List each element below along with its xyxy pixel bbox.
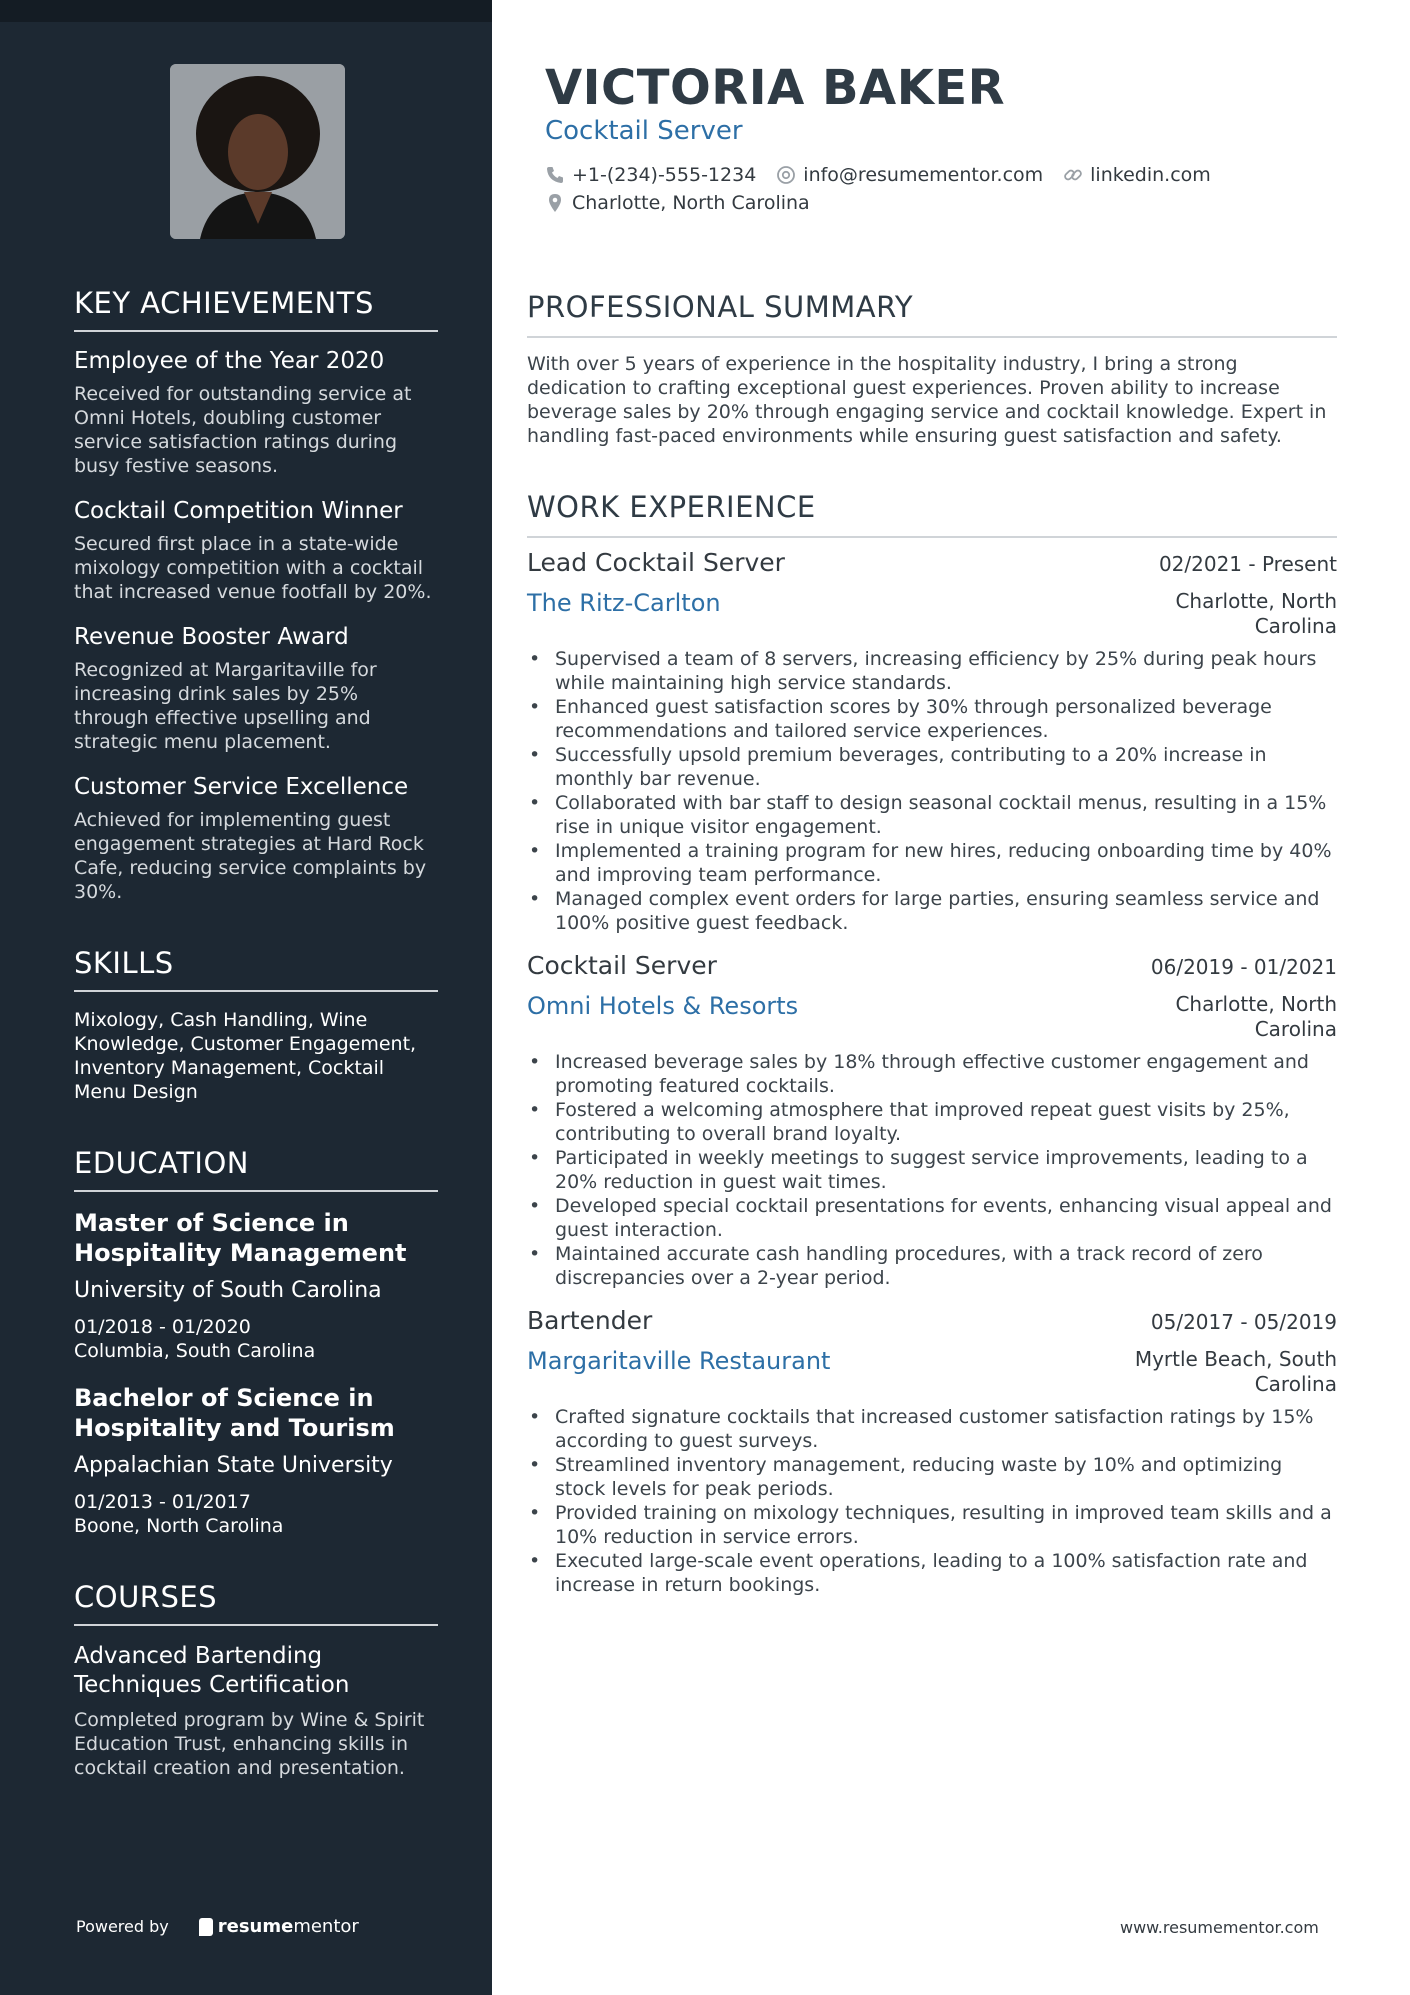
summary-text: With over 5 years of experience in the hospitality industry, I bring a strong dedication to crafting exceptional guest experiences. Proven ability to increase beverage sales by 20% through engaging service and cocktail knowledge. Expert in handling fast-paced environments while ensuring guest satisfaction and safety.: [527, 353, 1327, 447]
education-degree: Master of Science in Hospitality Management: [74, 1209, 407, 1267]
job-entry: [527, 548, 1337, 935]
job-bullet: • Successfully upsold premium beverages, contributing to a 20% increase in monthly bar revenue.: [527, 743, 1337, 791]
skills-section: [74, 946, 438, 1104]
achievement-item: [74, 774, 438, 904]
job-bullet: • Crafted signature cocktails that increased customer satisfaction ratings by 15% according to guest surveys.: [527, 1405, 1337, 1453]
achievement-title: Employee of the Year 2020: [74, 348, 385, 374]
job-title: Bartender: [527, 1306, 653, 1335]
sidebar-content: [74, 286, 438, 1822]
job-bullet: • Participated in weekly meetings to suggest service improvements, leading to a 20% reduction in guest wait times.: [527, 1146, 1337, 1194]
main-content: [527, 290, 1337, 1613]
job-bullet: • Supervised a team of 8 servers, increasing efficiency by 25% during peak hours while maintaining high service standards.: [527, 647, 1337, 695]
job-bullet: • Provided training on mixology techniques, resulting in improved team skills and a 10% reduction in service errors.: [527, 1501, 1337, 1549]
contact-email[interactable]: [776, 164, 1043, 186]
job-header: [527, 548, 1337, 577]
job-location: Myrtle Beach, South Carolina: [1134, 1347, 1337, 1396]
candidate-role: Cocktail Server: [545, 116, 743, 146]
location-text: Charlotte, North Carolina: [572, 192, 810, 214]
job-bullet: • Managed complex event orders for large parties, ensuring seamless service and 100% positive guest feedback.: [527, 887, 1337, 935]
job-bullet: • Fostered a welcoming atmosphere that improved repeat guest visits by 25%, contributing to overall brand loyalty.: [527, 1098, 1337, 1146]
footer-website[interactable]: www.resumementor.com: [1120, 1918, 1319, 1937]
job-title: Cocktail Server: [527, 951, 717, 980]
job-dates: 05/2017 - 05/2019: [1150, 1310, 1337, 1334]
job-bullet: • Developed special cocktail presentations for events, enhancing visual appeal and guest interaction.: [527, 1194, 1337, 1242]
email-text: info@resumementor.com: [803, 164, 1044, 186]
resumementor-logo[interactable]: [199, 1916, 359, 1937]
job-subheader: [527, 980, 1337, 1042]
profile-photo: [170, 64, 345, 239]
education-item: [74, 1208, 438, 1363]
achievement-desc: Achieved for implementing guest engagement strategies at Hard Rock Cafe, reducing service complaints by 30%.: [74, 809, 427, 903]
phone-icon: [545, 165, 565, 185]
contact-location: [545, 192, 810, 214]
powered-by: [76, 1916, 359, 1937]
sidebar-top-band: [0, 0, 492, 22]
job-bullet: • Enhanced guest satisfaction scores by 30% through personalized beverage recommendations and tailored service experiences.: [527, 695, 1337, 743]
achievement-desc: Received for outstanding service at Omni Hotels, doubling customer service satisfaction ratings during busy festive seasons.: [74, 383, 412, 477]
job-bullet: • Collaborated with bar staff to design seasonal cocktail menus, resulting in a 15% rise in unique visitor engagement.: [527, 791, 1337, 839]
at-icon: [776, 165, 796, 185]
job-header: [527, 951, 1337, 980]
skills-heading: SKILLS: [74, 946, 438, 992]
education-dates: 01/2013 - 01/2017: [74, 1491, 251, 1513]
education-item: [74, 1383, 438, 1538]
job-bullet: • Maintained accurate cash handling procedures, with a track record of zero discrepancies over a 2-year period.: [527, 1242, 1337, 1290]
job-bullet: • Increased beverage sales by 18% through effective customer engagement and promoting featured cocktails.: [527, 1050, 1337, 1098]
achievement-title: Revenue Booster Award: [74, 624, 349, 650]
link-icon: [1063, 165, 1083, 185]
achievement-item: [74, 498, 438, 604]
skills-list: Mixology, Cash Handling, Wine Knowledge, Customer Engagement, Inventory Management, Cocktail Menu Design: [74, 1009, 417, 1103]
summary-heading: PROFESSIONAL SUMMARY: [527, 290, 1337, 338]
candidate-name: VICTORIA BAKER: [545, 60, 1006, 116]
job-bullets: [527, 1050, 1337, 1290]
contact-row-location: [545, 192, 830, 214]
job-location: Charlotte, North Carolina: [1175, 589, 1337, 638]
education-school: University of South Carolina: [74, 1278, 382, 1303]
job-bullet: • Streamlined inventory management, reducing waste by 10% and optimizing stock levels for peak periods.: [527, 1453, 1337, 1501]
job-bullet: • Executed large-scale event operations, leading to a 100% satisfaction rate and increase in return bookings.: [527, 1549, 1337, 1597]
logo-mark-icon: [199, 1918, 213, 1936]
achievement-title: Cocktail Competition Winner: [74, 498, 403, 524]
achievements-heading: KEY ACHIEVEMENTS: [74, 286, 438, 332]
contact-row: [545, 164, 1231, 186]
logo-text-light: mentor: [293, 1916, 359, 1937]
education-dates: 01/2018 - 01/2020: [74, 1316, 251, 1338]
job-entry: [527, 951, 1337, 1290]
job-entry: [527, 1306, 1337, 1597]
achievement-item: [74, 348, 438, 478]
education-heading: EDUCATION: [74, 1146, 438, 1192]
logo-text-bold: resume: [217, 1916, 294, 1937]
job-dates: 06/2019 - 01/2021: [1150, 955, 1337, 979]
linkedin-text: linkedin.com: [1090, 164, 1211, 186]
courses-section: [74, 1580, 438, 1780]
powered-by-label: Powered by: [76, 1917, 169, 1936]
contact-phone: [545, 164, 756, 186]
sidebar: [0, 0, 492, 1995]
experience-section: [527, 490, 1337, 1597]
contact-linkedin[interactable]: [1063, 164, 1211, 186]
summary-section: [527, 290, 1337, 448]
education-location: Boone, North Carolina: [74, 1515, 284, 1537]
job-company: Margaritaville Restaurant: [527, 1347, 831, 1375]
education-location: Columbia, South Carolina: [74, 1340, 316, 1362]
location-pin-icon: [545, 193, 565, 213]
job-bullet: • Implemented a training program for new hires, reducing onboarding time by 40% and improving team performance.: [527, 839, 1337, 887]
job-company: The Ritz-Carlton: [527, 589, 721, 617]
achievement-desc: Recognized at Margaritaville for increasing drink sales by 25% through effective upselling and strategic menu placement.: [74, 659, 377, 753]
experience-heading: WORK EXPERIENCE: [527, 490, 1337, 538]
achievement-desc: Secured first place in a state-wide mixology competition with a cocktail that increased venue footfall by 20%.: [74, 533, 432, 603]
education-school: Appalachian State University: [74, 1453, 393, 1478]
job-bullets: [527, 1405, 1337, 1597]
education-degree: Bachelor of Science in Hospitality and Tourism: [74, 1384, 395, 1442]
achievement-title: Customer Service Excellence: [74, 774, 409, 800]
education-section: [74, 1146, 438, 1538]
course-title: Advanced Bartending Techniques Certification: [74, 1643, 350, 1698]
achievement-item: [74, 624, 438, 754]
job-title: Lead Cocktail Server: [527, 548, 785, 577]
phone-text: +1-(234)-555-1234: [572, 164, 757, 186]
courses-heading: COURSES: [74, 1580, 438, 1626]
achievements-section: [74, 286, 438, 904]
job-bullets: [527, 647, 1337, 935]
job-company: Omni Hotels & Resorts: [527, 992, 799, 1020]
job-header: [527, 1306, 1337, 1335]
job-subheader: [527, 1335, 1337, 1397]
job-subheader: [527, 577, 1337, 639]
job-dates: 02/2021 - Present: [1158, 552, 1337, 576]
course-desc: Completed program by Wine & Spirit Education Trust, enhancing skills in cocktail creation and presentation.: [74, 1709, 425, 1779]
job-location: Charlotte, North Carolina: [1175, 992, 1337, 1041]
